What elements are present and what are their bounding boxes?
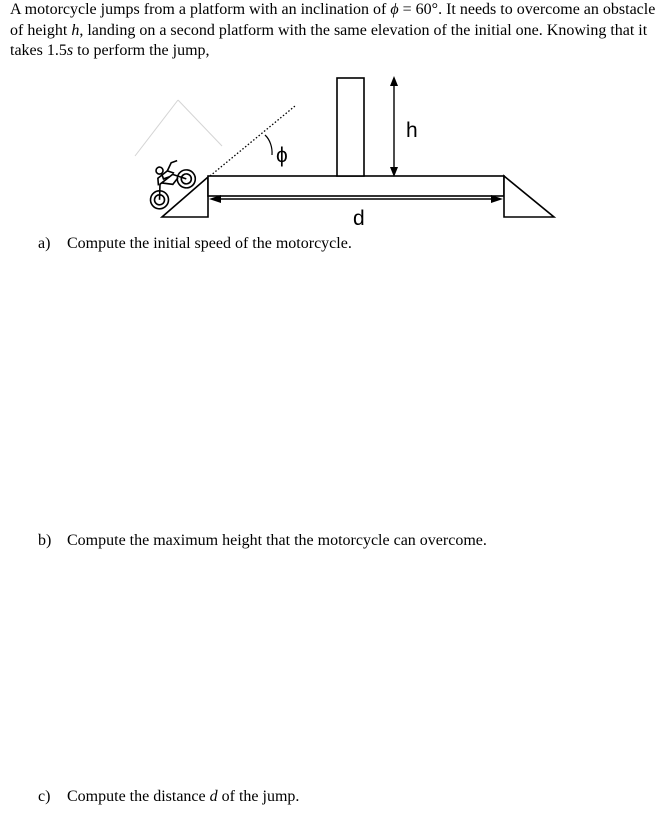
question-label: a): [38, 235, 51, 252]
platform-beam: [208, 176, 504, 196]
question-text-end: of the jump.: [217, 788, 300, 805]
intro-text-3: to perform the jump,: [73, 42, 210, 59]
time-unit: s: [66, 42, 74, 59]
question-b: [38, 531, 487, 551]
height-symbol: h: [71, 21, 80, 39]
landing-ramp: [504, 176, 554, 217]
problem-statement: [10, 0, 662, 62]
question-text: Compute the maximum height that the motorcycle can overcome.: [67, 532, 487, 549]
phi-symbol: ϕ: [390, 1, 399, 18]
jump-diagram: [130, 72, 560, 227]
obstacle: [337, 78, 364, 176]
question-text: Compute the distance: [67, 788, 210, 805]
question-a: [38, 234, 352, 254]
distance-label: d: [353, 207, 365, 227]
faint-guide-lines: [135, 100, 222, 156]
intro-text-2: , landing on a second platform with the same elevation of the initial one. Knowing that it takes 1.5: [10, 21, 648, 59]
question-c: [38, 787, 299, 807]
question-label: c): [38, 788, 51, 805]
intro-text-1: A motorcycle jumps from a platform with an inclination of: [10, 1, 391, 18]
question-text: Compute the initial speed of the motorcycle.: [67, 235, 352, 252]
distance-variable: d: [209, 788, 218, 805]
height-label: h: [406, 119, 418, 142]
angle-label: ϕ: [276, 144, 288, 167]
angle-value: = 60°. It needs to overcome an obstacle of height: [10, 1, 656, 39]
angle-arc: [265, 135, 272, 155]
height-arrow: [390, 76, 398, 177]
question-label: b): [38, 532, 52, 549]
